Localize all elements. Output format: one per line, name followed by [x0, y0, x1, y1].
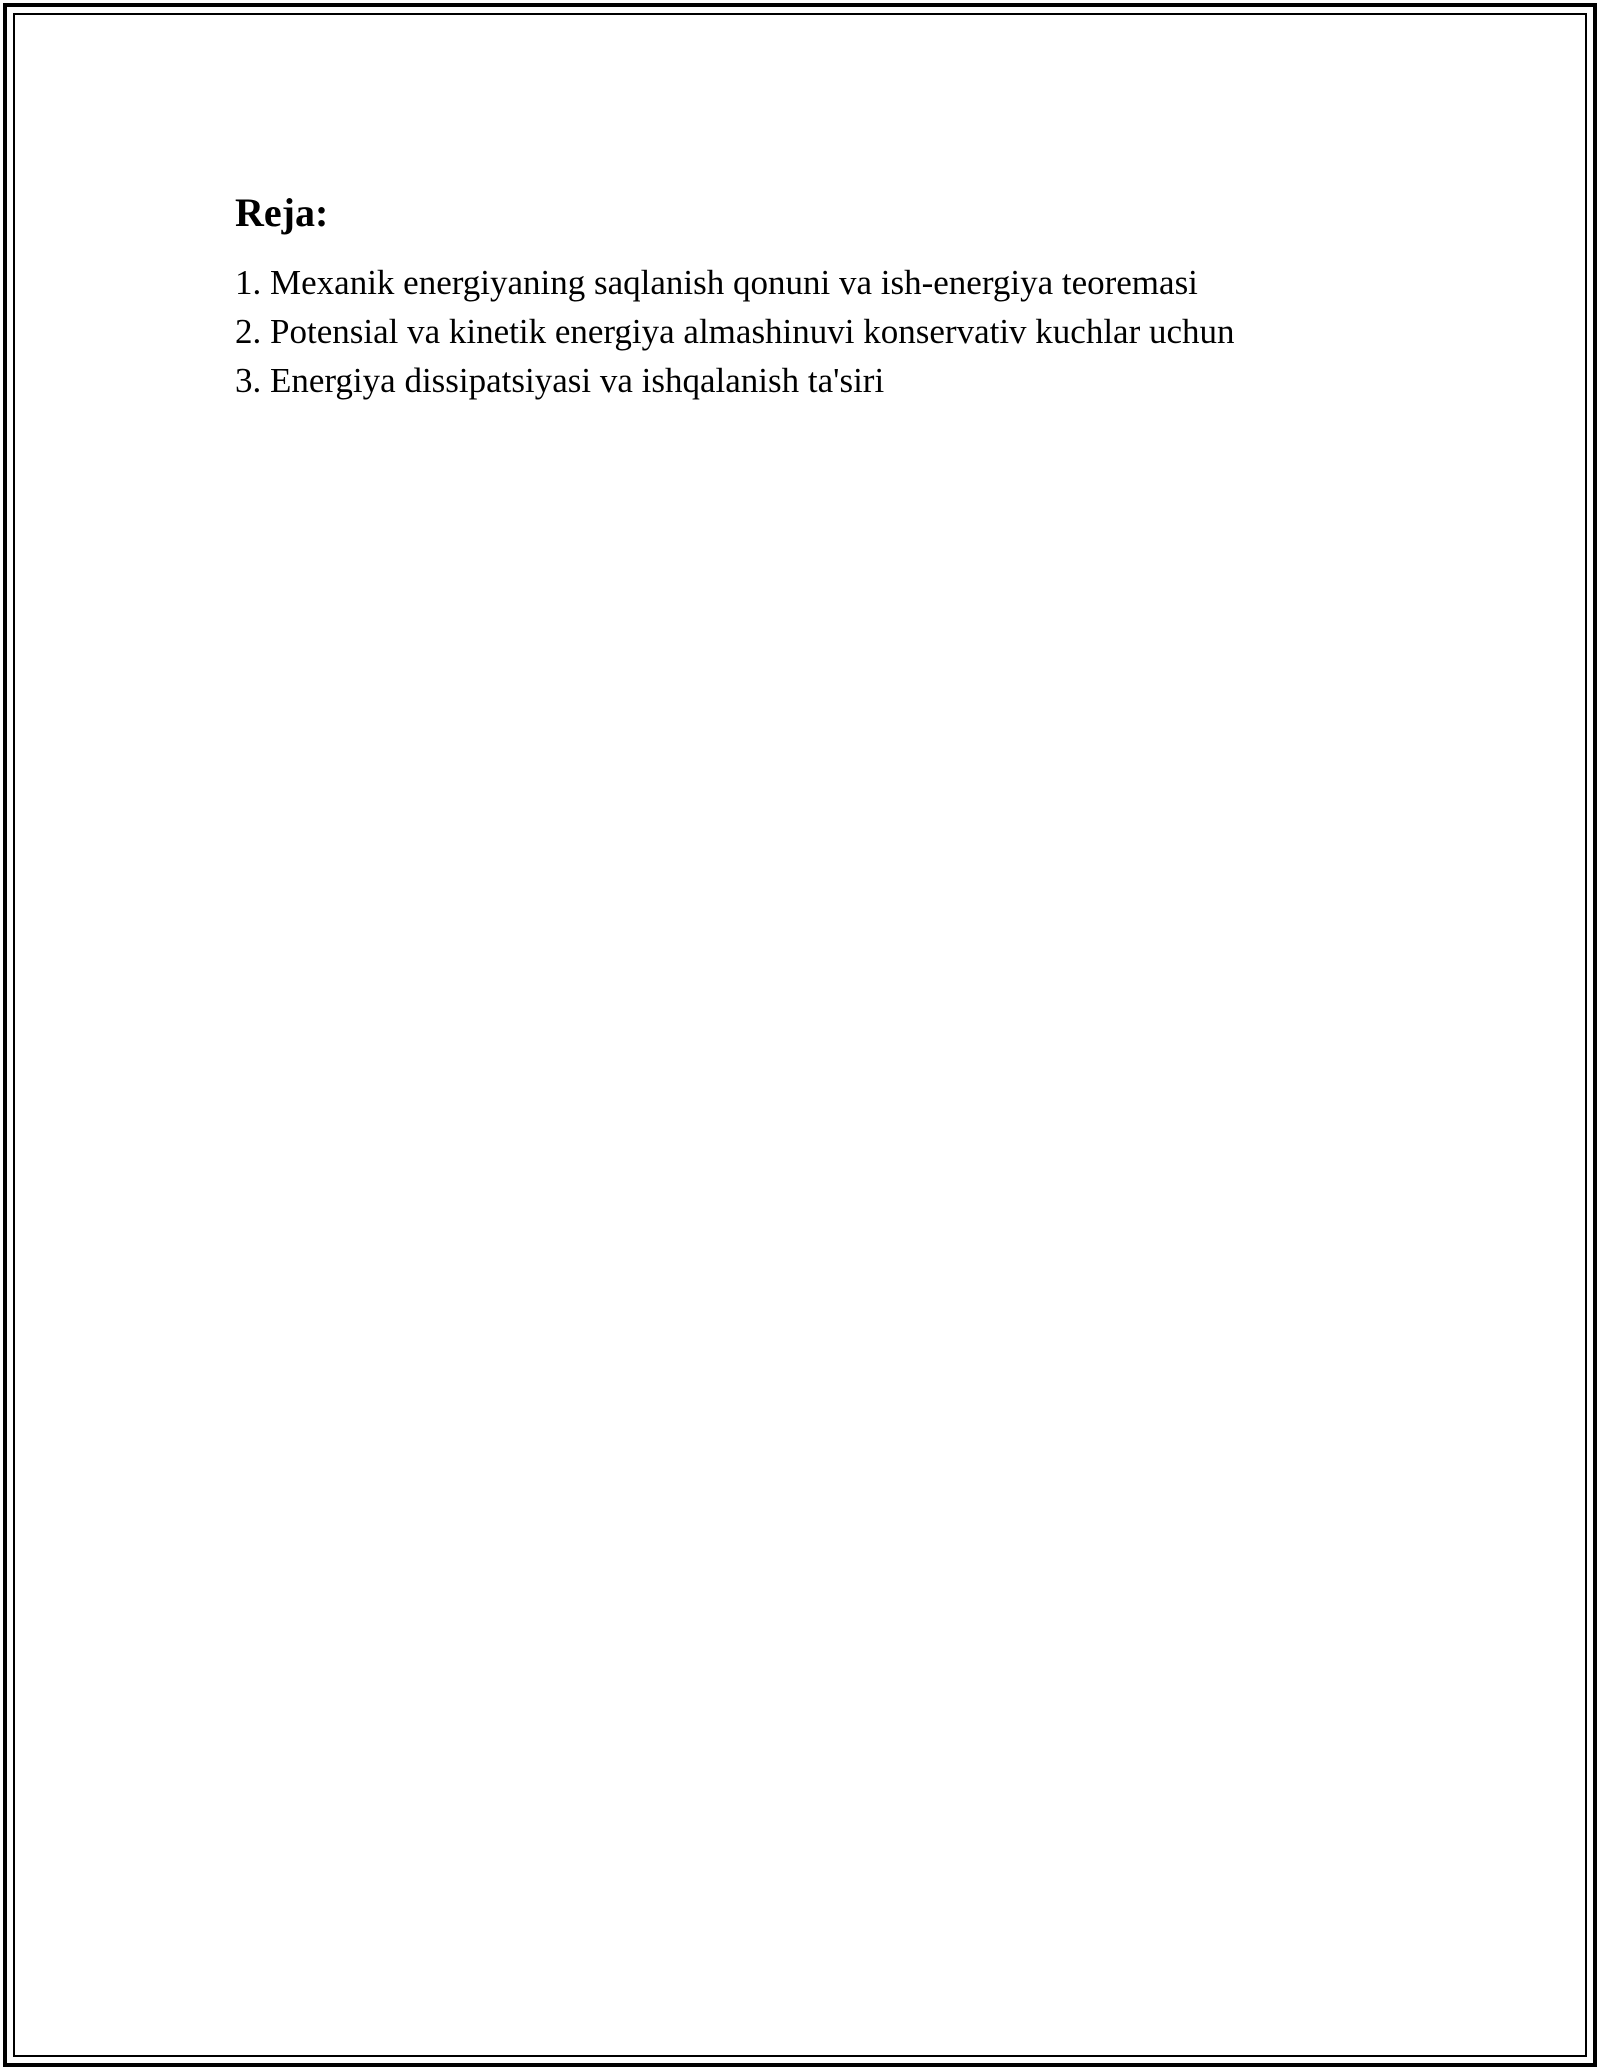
page-content: [235, 188, 1435, 405]
plan-heading: Reja:: [235, 190, 329, 235]
plan-list: [235, 258, 1435, 405]
plan-item-1: 1. Mexanik energiyaning saqlanish qonuni va ish-energiya teoremasi: [235, 263, 1198, 302]
plan-item-3: 3. Energiya dissipatsiyasi va ishqalanish ta'siri: [235, 361, 885, 400]
plan-item-2: 2. Potensial va kinetik energiya almashinuvi konservativ kuchlar uchun: [235, 312, 1235, 351]
